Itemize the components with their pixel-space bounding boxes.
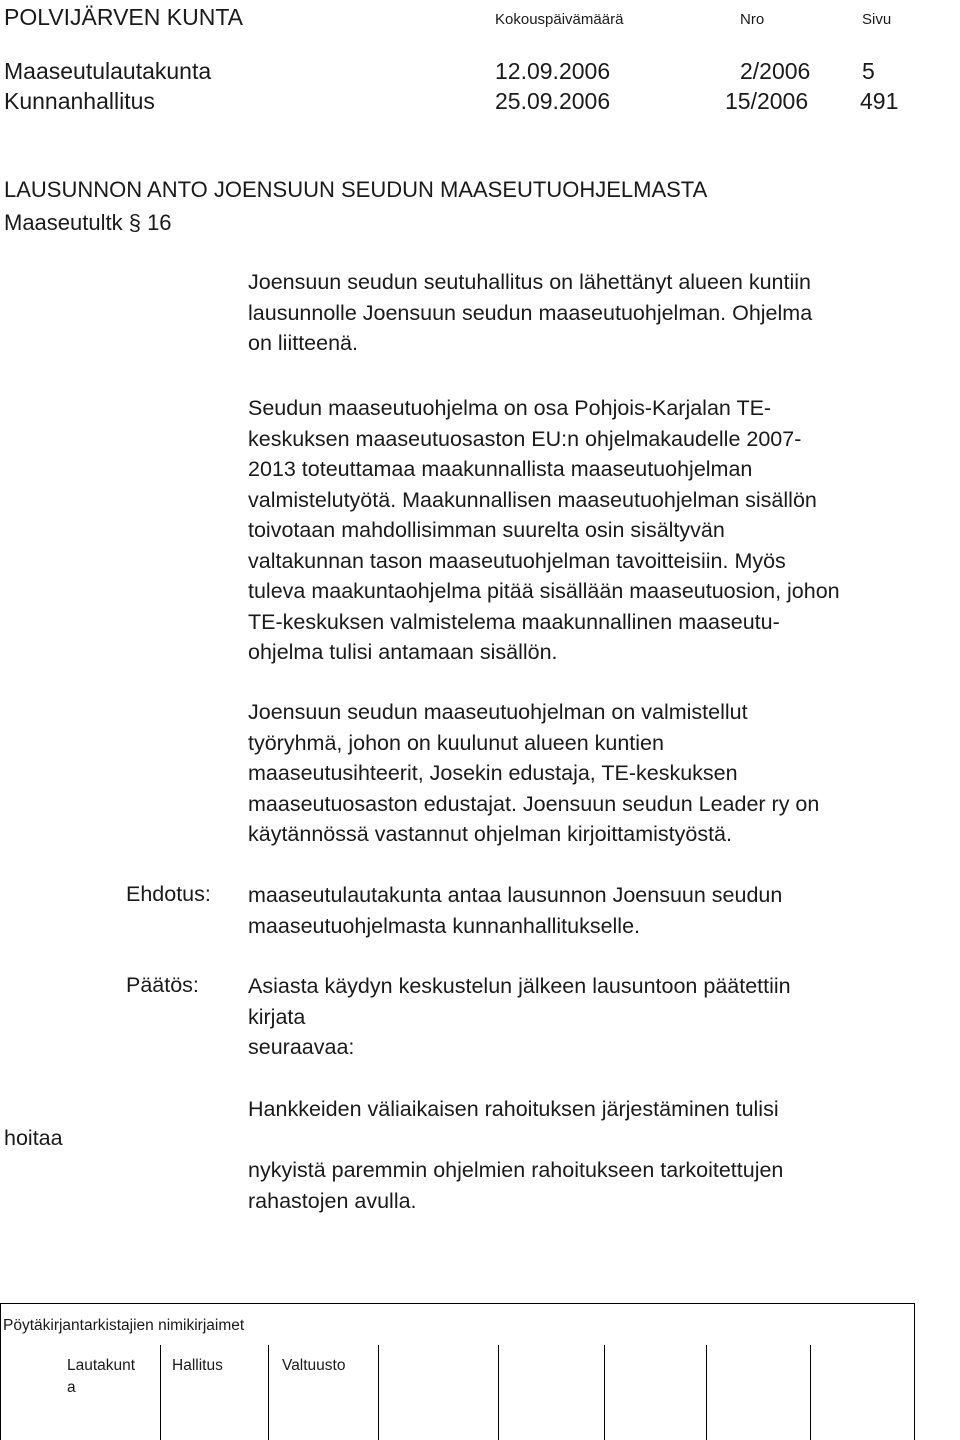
box-left-border bbox=[0, 1303, 1, 1440]
paragraph-line: seuraavaa: bbox=[248, 1035, 355, 1059]
signature-box-title: Pöytäkirjantarkistajien nimikirjaimet bbox=[3, 1317, 245, 1334]
paragraph-line: valtakunnan tason maaseutuohjelman tavoitteisiin. Myös bbox=[248, 548, 786, 573]
paragraph-line: maaseutuohjelmasta kunnanhallitukselle. bbox=[248, 913, 641, 938]
ehdotus-label: Ehdotus: bbox=[126, 882, 211, 906]
signature-col-valtuusto: Valtuusto bbox=[282, 1357, 346, 1374]
box-divider bbox=[810, 1345, 811, 1440]
paatos-text bbox=[248, 971, 791, 1063]
paragraph-line: lausunnolle Joensuun seudun maaseutuohjelman. Ohjelma bbox=[248, 300, 813, 325]
paragraph-line: TE-keskuksen valmistelema maakunnallinen maaseutu- bbox=[248, 609, 780, 634]
section-reference: Maaseutultk § 16 bbox=[4, 210, 172, 235]
header-col-sivu: Sivu bbox=[862, 11, 892, 28]
paragraph-line: tuleva maakuntaohjelma pitää sisällään maaseutuosion, johon bbox=[248, 579, 840, 603]
box-divider bbox=[498, 1345, 499, 1440]
ehdotus-text bbox=[248, 880, 782, 941]
box-divider bbox=[604, 1345, 605, 1440]
header-row-nro: 2/2006 bbox=[740, 58, 811, 84]
paragraph-line: Joensuun seudun maaseutuohjelman on valmistellut bbox=[248, 700, 748, 724]
header-row-date: 25.09.2006 bbox=[495, 88, 611, 114]
box-divider bbox=[378, 1345, 379, 1440]
box-divider bbox=[268, 1345, 269, 1440]
box-right-border bbox=[914, 1303, 915, 1440]
document-title: LAUSUNNON ANTO JOENSUUN SEUDUN MAASEUTUOHJELMASTA bbox=[4, 177, 708, 202]
paragraph-line: Joensuun seudun seutuhallitus on lähettänyt alueen kuntiin bbox=[248, 270, 811, 294]
paragraph-line: Asiasta käydyn keskustelun jälkeen lausuntoon päätettiin bbox=[248, 974, 791, 998]
paragraph-line: kirjata bbox=[248, 1004, 306, 1029]
header-row-body: Kunnanhallitus bbox=[4, 88, 155, 114]
paragraph-line: 2013 toteuttamaa maakunnallista maaseutuohjelman bbox=[248, 457, 753, 481]
decision-side-word: hoitaa bbox=[4, 1126, 63, 1150]
paragraph-line: maaseutuosaston edustajat. Joensuun seudun Leader ry on bbox=[248, 791, 820, 816]
header-row-sivu: 491 bbox=[860, 88, 899, 114]
header-row-date: 12.09.2006 bbox=[495, 58, 611, 84]
signature-col-lautakunta-suffix: a bbox=[67, 1379, 76, 1396]
paragraph-line: työryhmä, johon on kuulunut alueen kuntien bbox=[248, 730, 664, 755]
box-divider bbox=[160, 1345, 161, 1440]
paragraph-line: on liitteenä. bbox=[248, 331, 358, 355]
paragraph-line: maaseutusihteerit, Josekin edustaja, TE-keskuksen bbox=[248, 761, 738, 785]
paragraph-3 bbox=[248, 697, 819, 850]
header-row-body: Maaseutulautakunta bbox=[4, 58, 212, 84]
header-col-date: Kokouspäivämäärä bbox=[495, 11, 624, 28]
paragraph-line: Seudun maaseutuohjelma on osa Pohjois-Karjalan TE- bbox=[248, 396, 772, 420]
box-divider bbox=[706, 1345, 707, 1440]
paragraph-1 bbox=[248, 267, 812, 359]
decision-line: Hankkeiden väliaikaisen rahoituksen järjestäminen tulisi bbox=[248, 1097, 779, 1121]
organization-name: POLVIJÄRVEN KUNTA bbox=[4, 4, 244, 30]
paatos-label: Päätös: bbox=[126, 973, 199, 997]
box-top-border bbox=[0, 1303, 915, 1304]
header-row-sivu: 5 bbox=[862, 58, 875, 84]
paragraph-line: käytännössä vastannut ohjelman kirjoittamistyöstä. bbox=[248, 822, 732, 846]
paragraph-2 bbox=[248, 393, 840, 668]
signature-col-lautakunta: Lautakunt bbox=[67, 1357, 136, 1374]
header-col-nro: Nro bbox=[740, 11, 765, 28]
paragraph-line: toivotaan mahdollisimman suurelta osin sisältyvän bbox=[248, 518, 725, 542]
decision-line: nykyistä paremmin ohjelmien rahoitukseen tarkoitettujen bbox=[248, 1158, 784, 1182]
paragraph-line: ohjelma tulisi antamaan sisällön. bbox=[248, 640, 558, 664]
header-row-nro: 15/2006 bbox=[725, 88, 809, 114]
paragraph-line: maaseutulautakunta antaa lausunnon Joensuun seudun bbox=[248, 883, 783, 907]
signature-col-hallitus: Hallitus bbox=[172, 1357, 223, 1374]
paragraph-line: keskuksen maaseutuosaston EU:n ohjelmakaudelle 2007- bbox=[248, 426, 802, 451]
paragraph-line: valmistelutyötä. Maakunnallisen maaseutuohjelman sisällön bbox=[248, 487, 817, 512]
decision-line: rahastojen avulla. bbox=[248, 1189, 417, 1213]
